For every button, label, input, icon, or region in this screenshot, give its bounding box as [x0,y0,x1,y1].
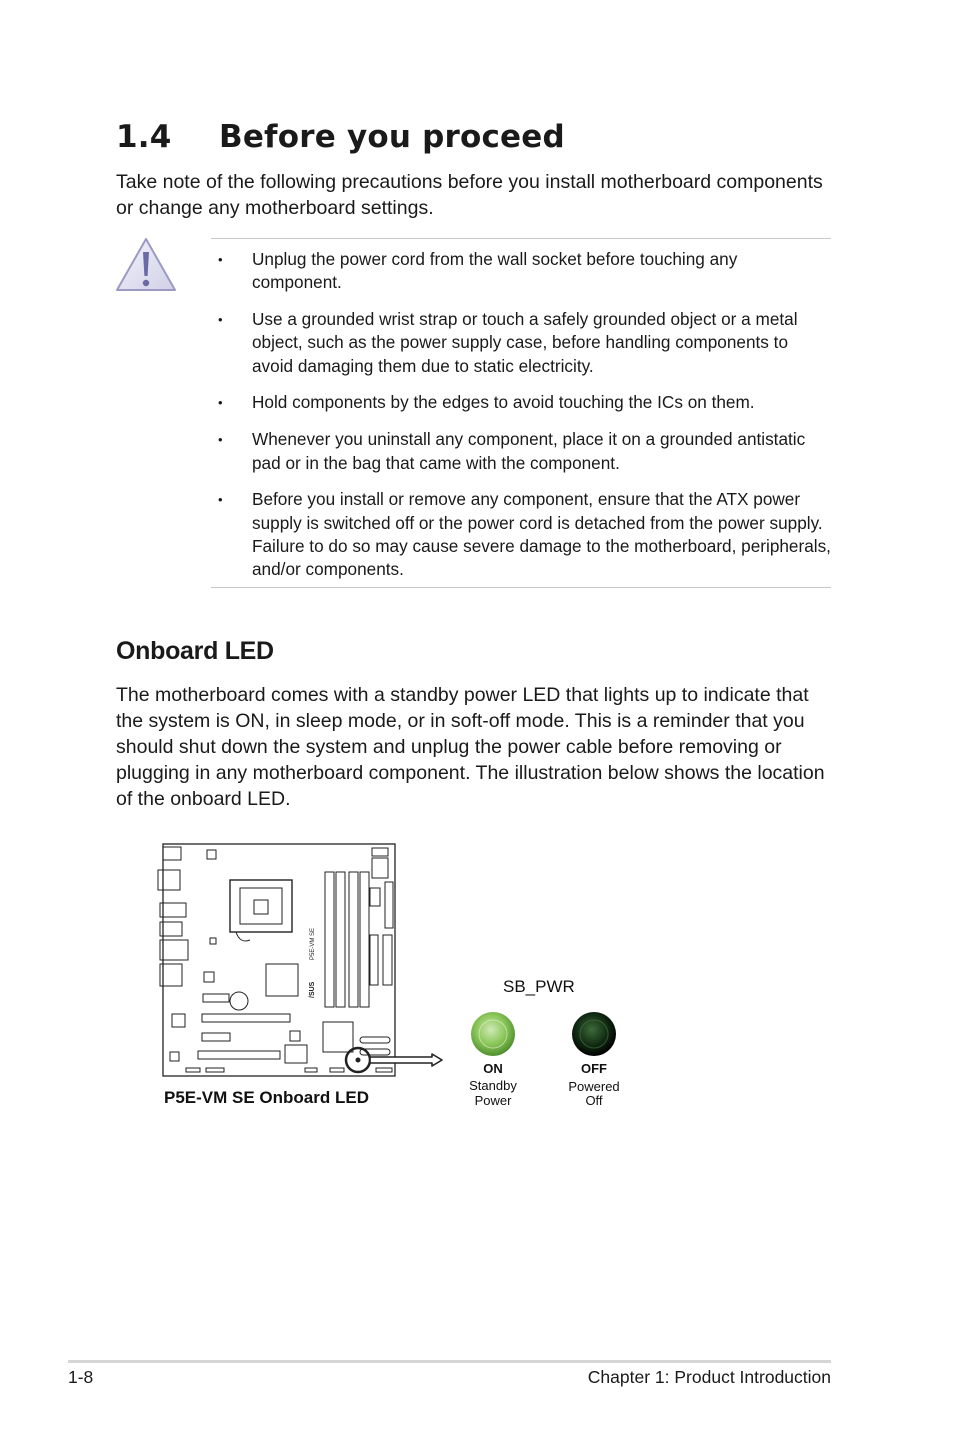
led-name-label: SB_PWR [503,977,575,996]
list-item: • Use a grounded wrist strap or touch a safely grounded object or a metal object, such as the power supply case, before handling components to avoid damaging them due to static electricity. [218,309,798,376]
led-on-desc-line1: Standby [469,1078,517,1093]
led-on-desc-line2: Power [474,1093,512,1108]
pointer-arrow [370,1054,442,1066]
led-off-state: OFF [581,1061,607,1076]
section-number: 1.4 [116,119,172,155]
chapter-title: Chapter 1: Product Introduction [587,1367,831,1387]
intro-paragraph: Take note of the following precautions before you install motherboard components or change any motherboard settings. [116,171,823,219]
led-off-indicator [572,1012,616,1056]
footer-rule [68,1360,831,1363]
led-on-indicator [471,1012,515,1056]
list-item: • Unplug the power cord from the wall socket before touching any component. [218,249,738,293]
led-off-desc-line1: Powered [568,1079,620,1094]
board-model-label: P5E-VM SE [310,927,316,960]
section-title: Before you proceed [219,119,565,155]
list-item: • Hold components by the edges to avoid touching the ICs on them. [218,392,755,413]
onboard-led-heading: Onboard LED [116,637,274,665]
led-on-state: ON [483,1061,503,1076]
caution-top-rule [211,238,831,239]
onboard-led-paragraph: The motherboard comes with a standby power LED that lights up to indicate that the system is ON, in sleep mode, or in soft-off mode. This is a reminder that you should shut down the system and unplug the power cable before removing or plugging in any motherboard component. The illustration below shows the location of the onboard LED. [116,684,825,810]
dimm-slots [325,872,369,1007]
caution-bottom-rule [211,587,831,588]
board-caption: P5E-VM SE Onboard LED [164,1088,369,1107]
list-item: • Whenever you uninstall any component, place it on a grounded antistatic pad or in the bag that came with the component. [218,429,806,473]
warning-triangle-icon [114,236,178,294]
caution-list [211,248,831,595]
brand-logo: /SUS [309,981,316,998]
list-item: • Before you install or remove any component, ensure that the ATX power supply is switched off or the power cord is detached from the power supply. Failure to do so may cause severe damage to the motherboard, peripherals, and/or components. [218,489,831,580]
motherboard-led-diagram [150,840,650,1120]
led-off-desc-line2: Off [585,1093,603,1108]
page-number: 1-8 [68,1367,94,1387]
